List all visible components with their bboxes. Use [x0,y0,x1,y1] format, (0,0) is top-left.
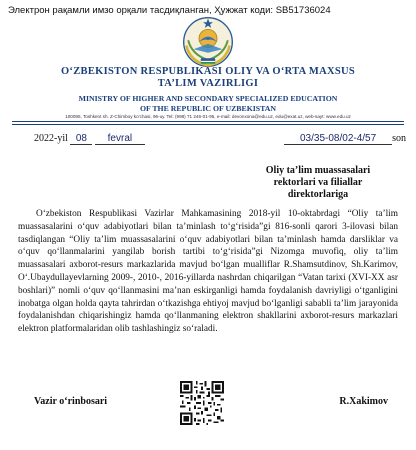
addressee-block [248,165,388,201]
ministry-name-uzbek [0,66,416,90]
date-month: fevral [95,133,145,145]
header-divider [12,121,404,122]
document-date [34,133,145,145]
ministry-name-uzbek-line: O‘ZBEKISTON RESPUBLIKASI OLIY VA O‘RTA MAXSUS [60,66,356,77]
header-divider-thin [12,124,404,125]
date-number-line [0,131,416,147]
qr-code-icon [180,381,224,425]
addressee-line: Oliy ta’lim muassasalari [265,165,371,176]
addressee-line: direktorlariga [287,189,349,200]
state-emblem-icon [181,15,235,69]
document-number [284,133,406,145]
ministry-name-english-line: MINISTRY OF HIGHER AND SECONDARY SPECIALIZED EDUCATION [78,94,338,103]
letter-body: O‘zbekiston Respublikasi Vazirlar Mahkamasining 2018-yil 10-oktabrdagi “Oliy ta’lim muassasalarini o‘quv adabiyotlari bilan ta’minlash to‘g‘risida”gi 816-sonli qarori 3-ilovasi bilan tasdiqlangan “Oliy ta’lim muassasalarini o‘quv adabiyotlari bilan ta’minlash hamda darsliklar va o‘quv qo‘llanmalarini yangilab borish tartibi to‘g‘risida”gi Nizomga muvofiq, oliy ta’lim muassasalari axborot-resurs markazlarida mavjud bo‘lgan mualliflar R.Shamsutdinov, Sh.Karimov, O‘.Ubaydullayevlarning 2009-, 2010-, 2016-yillarda nashrdan chiqarilgan “Vatan tarixi (XVI-XX asr boshlari)” nomli o‘quv qo‘llanmasini ma’nan eskirganligi hamda foydalanish davriyligi o‘tganligini inobatga olgan holda qayta tahrirdan o‘tkazishga ehtiyoj mavjud bo‘lganligi sababli ta’lim jarayonida foydalanishdan chiqarishingiz hamda qo‘llanmaning elektron shakllarini axborot-resurs markazlari elektron platformalaridan olib tashlashingiz so‘raladi. [18,209,398,335]
signatory-name: R.Xakimov [339,396,388,407]
ministry-name-uzbek-line: TA’LIM VAZIRLIGI [157,78,259,89]
addressee-line: rektorlari va filiallar [273,177,363,188]
document-number-suffix: son [392,133,406,144]
date-year: 2022-yil [34,133,68,144]
signatory-title: Vazir o‘rinbosari [34,396,108,407]
date-day: 08 [70,133,92,145]
digital-signature-note: Электрон рақамли имзо орқали тасдиқланган, Ҳужжат коди: SB51736024 [8,5,331,16]
ministry-address: 100095, Toshkent sh. Z-Chimboy ko‘chasi, 96-uy. Tel: (998) 71 246-01-95, e-mail: devonxona@edu.uz, edu@exat.uz, web-sayt: www.edu.uz [65,114,351,119]
ministry-name-english-line: OF THE REPUBLIC OF UZBEKISTAN [139,103,277,113]
document-number-value: 03/35-08/02-4/57 [284,133,392,145]
ministry-name-english [0,94,416,113]
